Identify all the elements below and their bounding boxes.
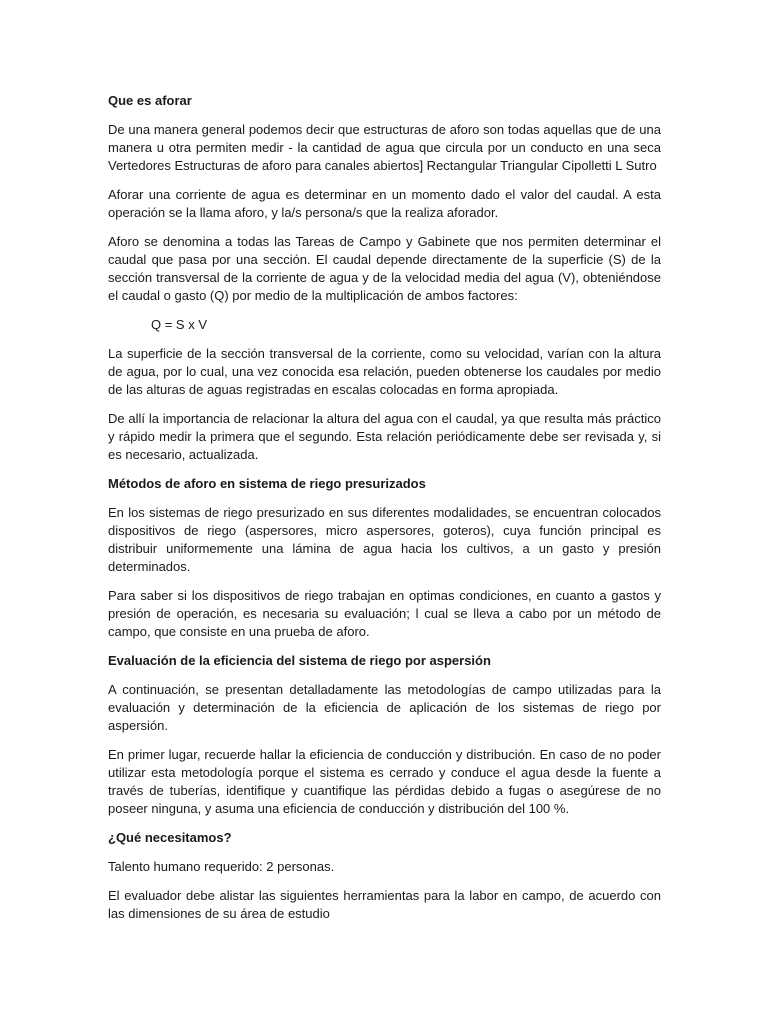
heading-que-necesitamos: ¿Qué necesitamos? xyxy=(108,830,232,845)
paragraph-talento-humano: Talento humano requerido: 2 personas. xyxy=(108,859,335,874)
document-page xyxy=(108,92,661,934)
paragraph-superficie-seccion: La superficie de la sección transversal de la corriente, como su velocidad, varían con la altura de agua, por lo cual, una vez conocida esa relación, pueden obtenerse los caudales por medio de las alturas de aguas registradas en escalas colocadas en forma apropiada. xyxy=(108,346,661,397)
paragraph-importancia-altura: De allí la importancia de relacionar la altura del agua con el caudal, ya que resulta más práctico y rápido medir la primera que el segundo. Esta relación periódicamente debe ser revisada y, si es necesario, actualizada. xyxy=(108,411,661,462)
heading-que-es-aforar: Que es aforar xyxy=(108,93,192,108)
paragraph-metodologias: A continuación, se presentan detalladamente las metodologías de campo utilizadas para la evaluación y determinación de la eficiencia de aplicación de los sistemas de riego por aspersión. xyxy=(108,682,661,733)
formula-caudal: Q = S x V xyxy=(151,317,207,332)
heading-metodos-aforo: Métodos de aforo en sistema de riego presurizados xyxy=(108,476,426,491)
paragraph-primer-lugar: En primer lugar, recuerde hallar la eficiencia de conducción y distribución. En caso de no poder utilizar esta metodología porque el sistema es cerrado y conduce el agua desde la fuente a través de tuberías, identifique y cuantifique las pérdidas debido a fugas o asegúrese de no poseer ninguna, y asuma una eficiencia de conducción y distribución del 100 %. xyxy=(108,747,661,816)
paragraph-sistemas-presurizados: En los sistemas de riego presurizado en sus diferentes modalidades, se encuentran colocados dispositivos de riego (aspersores, micro aspersores, goteros), cuya función principal es distribuir uniformemente una lámina de agua hacia los cultivos, a un gasto y presión determinados. xyxy=(108,505,661,574)
paragraph-definicion-estructuras: De una manera general podemos decir que estructuras de aforo son todas aquellas que de una manera u otra permiten medir - la cantidad de agua que circula por un conducto en una seca Vertedores Estructuras de aforo para canales abiertos] Rectangular Triangular Cipolletti L Sutro xyxy=(108,122,661,173)
paragraph-dispositivos-evaluacion: Para saber si los dispositivos de riego trabajan en optimas condiciones, en cuanto a gastos y presión de operación, es necesaria su evaluación; l cual se lleva a cabo por un método de campo, que consiste en una prueba de aforo. xyxy=(108,588,661,639)
paragraph-aforo-tareas: Aforo se denomina a todas las Tareas de Campo y Gabinete que nos permiten determinar el caudal que pasa por una sección. El caudal depende directamente de la superficie (S) de la sección transversal de la corriente de agua y de la velocidad media del agua (V), obteniéndose el caudal o gasto (Q) por medio de la multiplicación de ambos factores: xyxy=(108,234,661,303)
heading-evaluacion-eficiencia: Evaluación de la eficiencia del sistema de riego por aspersión xyxy=(108,653,491,668)
paragraph-evaluador-herramientas: El evaluador debe alistar las siguientes herramientas para la labor en campo, de acuerdo con las dimensiones de su área de estudio xyxy=(108,888,661,921)
paragraph-aforar-corriente: Aforar una corriente de agua es determinar en un momento dado el valor del caudal. A esta operación se la llama aforo, y la/s persona/s que la realiza aforador. xyxy=(108,187,661,220)
